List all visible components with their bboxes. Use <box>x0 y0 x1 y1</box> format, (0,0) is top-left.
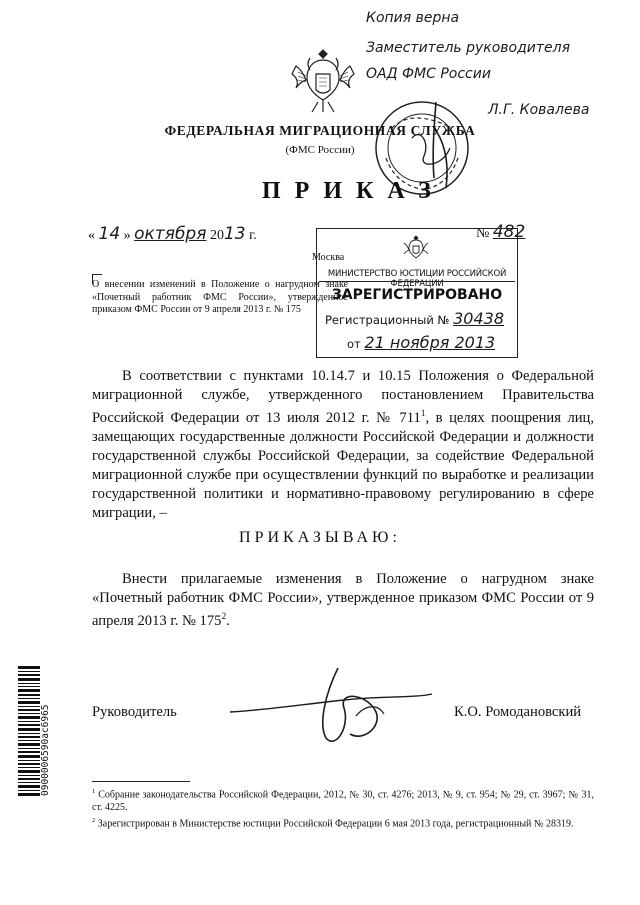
organization-abbreviation: (ФМС России) <box>285 144 355 156</box>
footnote-ref-2: 2 <box>221 612 227 622</box>
footnote-mark-1: 1 <box>92 788 96 795</box>
footnote-text-1: Собрание законодательства Российской Федерации, 2012, № 30, ст. 4276; 2013, № 9, ст. 954; № 29, ст. 3967; № 31, ст. 4225. <box>92 789 594 814</box>
registration-number <box>325 309 504 328</box>
registration-divider <box>319 281 515 282</box>
footnote-mark-2: 2 <box>92 817 96 825</box>
certifier-name: Л.Г. Ковалева <box>488 102 590 118</box>
order-date <box>88 224 257 244</box>
ministry-emblem-icon <box>401 233 431 263</box>
order-paragraph <box>92 570 594 631</box>
city: Москва <box>312 252 345 263</box>
date-year-prefix: 20 <box>209 228 224 243</box>
footnote-2 <box>92 814 594 830</box>
number-sign: № <box>476 226 490 241</box>
handwritten-signature-icon <box>226 664 436 746</box>
registration-date-value: 21 ноября 2013 <box>364 333 496 352</box>
certifier-department: ОАД ФМС России <box>366 66 491 82</box>
order-directive-heading: ПРИКАЗЫВАЮ: <box>239 529 401 546</box>
barcode-icon <box>18 666 40 796</box>
preamble-text-continued: , в целях поощрения лиц, замещающих государственные должности Российской Федерации и должности государственной службы Российской Федерации, за содействие Федеральной миграционной службе при осуществлении функций по выработке и реализации государственной политики и нормативно-правовому регулированию в сфере миграции, – <box>92 409 594 521</box>
registration-date <box>347 333 495 352</box>
order-text-end: . <box>226 612 230 629</box>
number-value: 482 <box>492 222 526 242</box>
preamble-text: В соответствии с пунктами 10.14.7 и 10.15 Положения о Федеральной миграционной службе, утвержденного постановлением Правительства Российской Федерации от 13 июля 2012 г. № 711 <box>92 368 594 426</box>
date-day: 14 <box>98 224 121 244</box>
coat-of-arms-emblem-icon <box>288 44 358 118</box>
certifier-position: Заместитель руководителя <box>366 40 571 56</box>
date-close-quote: » <box>123 228 131 243</box>
signer-name: К.О. Ромодановский <box>454 704 582 720</box>
barcode-label <box>40 666 54 796</box>
registration-title: ЗАРЕГИСТРИРОВАНО <box>331 287 503 303</box>
order-text: Внести прилагаемые изменения в Положение о нагрудном знаке «Почетный работник ФМС России», утвержденное приказом ФМС России от 9 апреля 2013 г. № 175 <box>92 571 594 629</box>
footnote-divider <box>92 781 190 782</box>
date-open-quote: « <box>88 228 95 243</box>
registration-stamp <box>316 228 518 358</box>
footnote-ref-1: 1 <box>420 409 426 419</box>
signer-title: Руководитель <box>92 704 177 720</box>
barcode-number: 0900006590ac6965 <box>40 704 51 796</box>
date-month: октября <box>134 224 207 244</box>
organization-title: ФЕДЕРАЛЬНАЯ МИГРАЦИОННАЯ СЛУЖБА <box>164 123 476 138</box>
registration-date-prefix: от <box>347 337 361 351</box>
registration-number-value: 30438 <box>453 309 505 328</box>
date-year-unit: г. <box>249 228 257 243</box>
registration-ministry: МИНИСТЕРСТВО ЮСТИЦИИ РОССИЙСКОЙ ФЕДЕРАЦИИ <box>327 269 507 289</box>
date-year-suffix: 13 <box>223 224 246 244</box>
footnote-text-2: Зарегистрирован в Министерстве юстиции Российской Федерации 6 мая 2013 года, регистрационный № 28319. <box>97 818 574 830</box>
registration-number-label: Регистрационный № <box>325 313 450 327</box>
certified-copy-text: Копия верна <box>366 10 460 26</box>
preamble-paragraph <box>92 367 594 523</box>
order-subject: О внесении изменений в Положение о нагрудном знаке «Почетный работник ФМС России», утвержденное приказом ФМС России от 9 апреля 2013 г. № 175 <box>92 279 348 315</box>
footnotes <box>92 785 594 831</box>
footnote-1 <box>92 785 594 814</box>
document-type-heading: ПРИКАЗ <box>262 178 445 204</box>
